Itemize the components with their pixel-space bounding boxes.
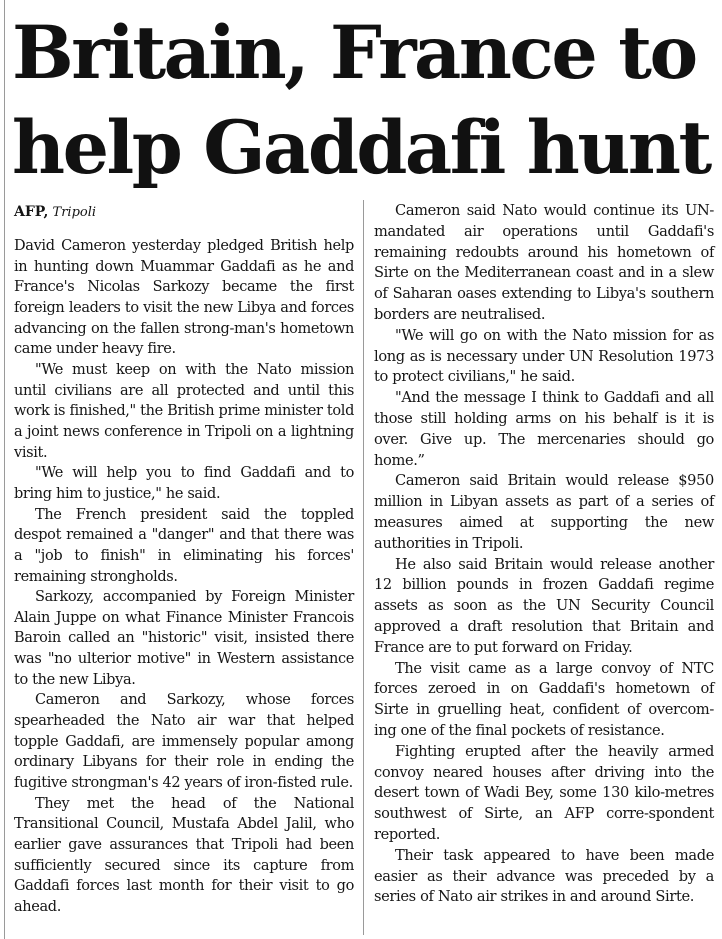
paragraph: Cameron said Britain would release $950 million in Libyan assets as part of a series of measures aimed at supporting the new authorities in Tripoli.	[374, 472, 714, 552]
paragraph: "And the message I think to Gaddafi and all those still holding arms on his behalf is it is over. Give up. The mercenaries should go home.”	[374, 389, 714, 469]
paragraph: Fighting erupted after the heavily armed convoy neared houses after driving into the desert town of Wadi Bey, some 130 kilo-metres southwest of Sirte, an AFP corre-spondent reported.	[374, 742, 714, 843]
byline-place: Tripoli	[52, 205, 97, 220]
paragraph: Their task appeared to have been made easier as their advance was preceded by a series of Nato air strikes in and around Sirte.	[374, 846, 714, 906]
headline-line-2: help Gaddafi hunt	[12, 105, 710, 191]
headline	[12, 6, 718, 196]
paragraph: "We will go on with the Nato mission for as long as is necessary under UN Resolution 1973 to protect civilians," he said.	[374, 326, 714, 386]
paragraph: Cameron said Nato would continue its UN-mandated air operations until Gaddafi's remaining redoubts around his hometown of Sirte on the Mediterranean coast and in a slew of Saharan oases extending to Libya's southern borders are neutralised.	[374, 202, 714, 323]
paragraph: David Cameron yesterday pledged British help in hunting down Muammar Gaddafi as he and France's Nicolas Sarkozy became the first foreign leaders to visit the new Libya and forces advancing on the fallen strong-man's hometown came under heavy fire.	[14, 238, 354, 358]
column-divider	[363, 200, 364, 935]
headline-line-1: Britain, France to	[12, 10, 696, 96]
byline-agency: AFP,	[14, 204, 49, 220]
article-column-right	[374, 201, 714, 908]
paragraph: They met the head of the National Transitional Council, Mustafa Abdel Jalil, who earlier gave assurances that Tripoli had been sufficiently secured since its capture from Gaddafi forces last month for their visit to go ahead.	[14, 795, 354, 915]
paragraph: Cameron and Sarkozy, whose forces spearheaded the Nato air war that helped topple Gaddafi, are immensely popular among ordinary Libyans for their role in ending the fugitive strongman's 42 years of iron-fisted rule.	[14, 692, 354, 792]
paragraph: He also said Britain would release another 12 billion pounds in frozen Gaddafi regime assets as soon as the UN Security Council approved a draft resolution that Britain and France are to put forward on Friday.	[374, 555, 714, 656]
paragraph: "We will help you to find Gaddafi and to bring him to justice," he said.	[14, 465, 354, 502]
paragraph: "We must keep on with the Nato mission until civilians are all protected and until this work is finished," the British prime minister told a joint news conference in Tripoli on a lightning visit.	[14, 361, 354, 461]
paragraph: The visit came as a large convoy of NTC forces zeroed in on Gaddafi's hometown of Sirte in gruelling heat, confident of overcom-ing one of the final pockets of resistance.	[374, 659, 714, 739]
article-column-left	[14, 236, 354, 918]
left-margin-rule	[4, 0, 5, 939]
paragraph: The French president said the toppled despot remained a "danger" and that there was a "job to finish" in eliminating his forces' remaining strongholds.	[14, 506, 354, 585]
paragraph: Sarkozy, accompanied by Foreign Minister Alain Juppe on what Finance Minister Francois Baroin called an "historic" visit, insisted there was "no ulterior motive" in Western assistance to the new Libya.	[14, 589, 354, 688]
byline	[14, 203, 96, 222]
